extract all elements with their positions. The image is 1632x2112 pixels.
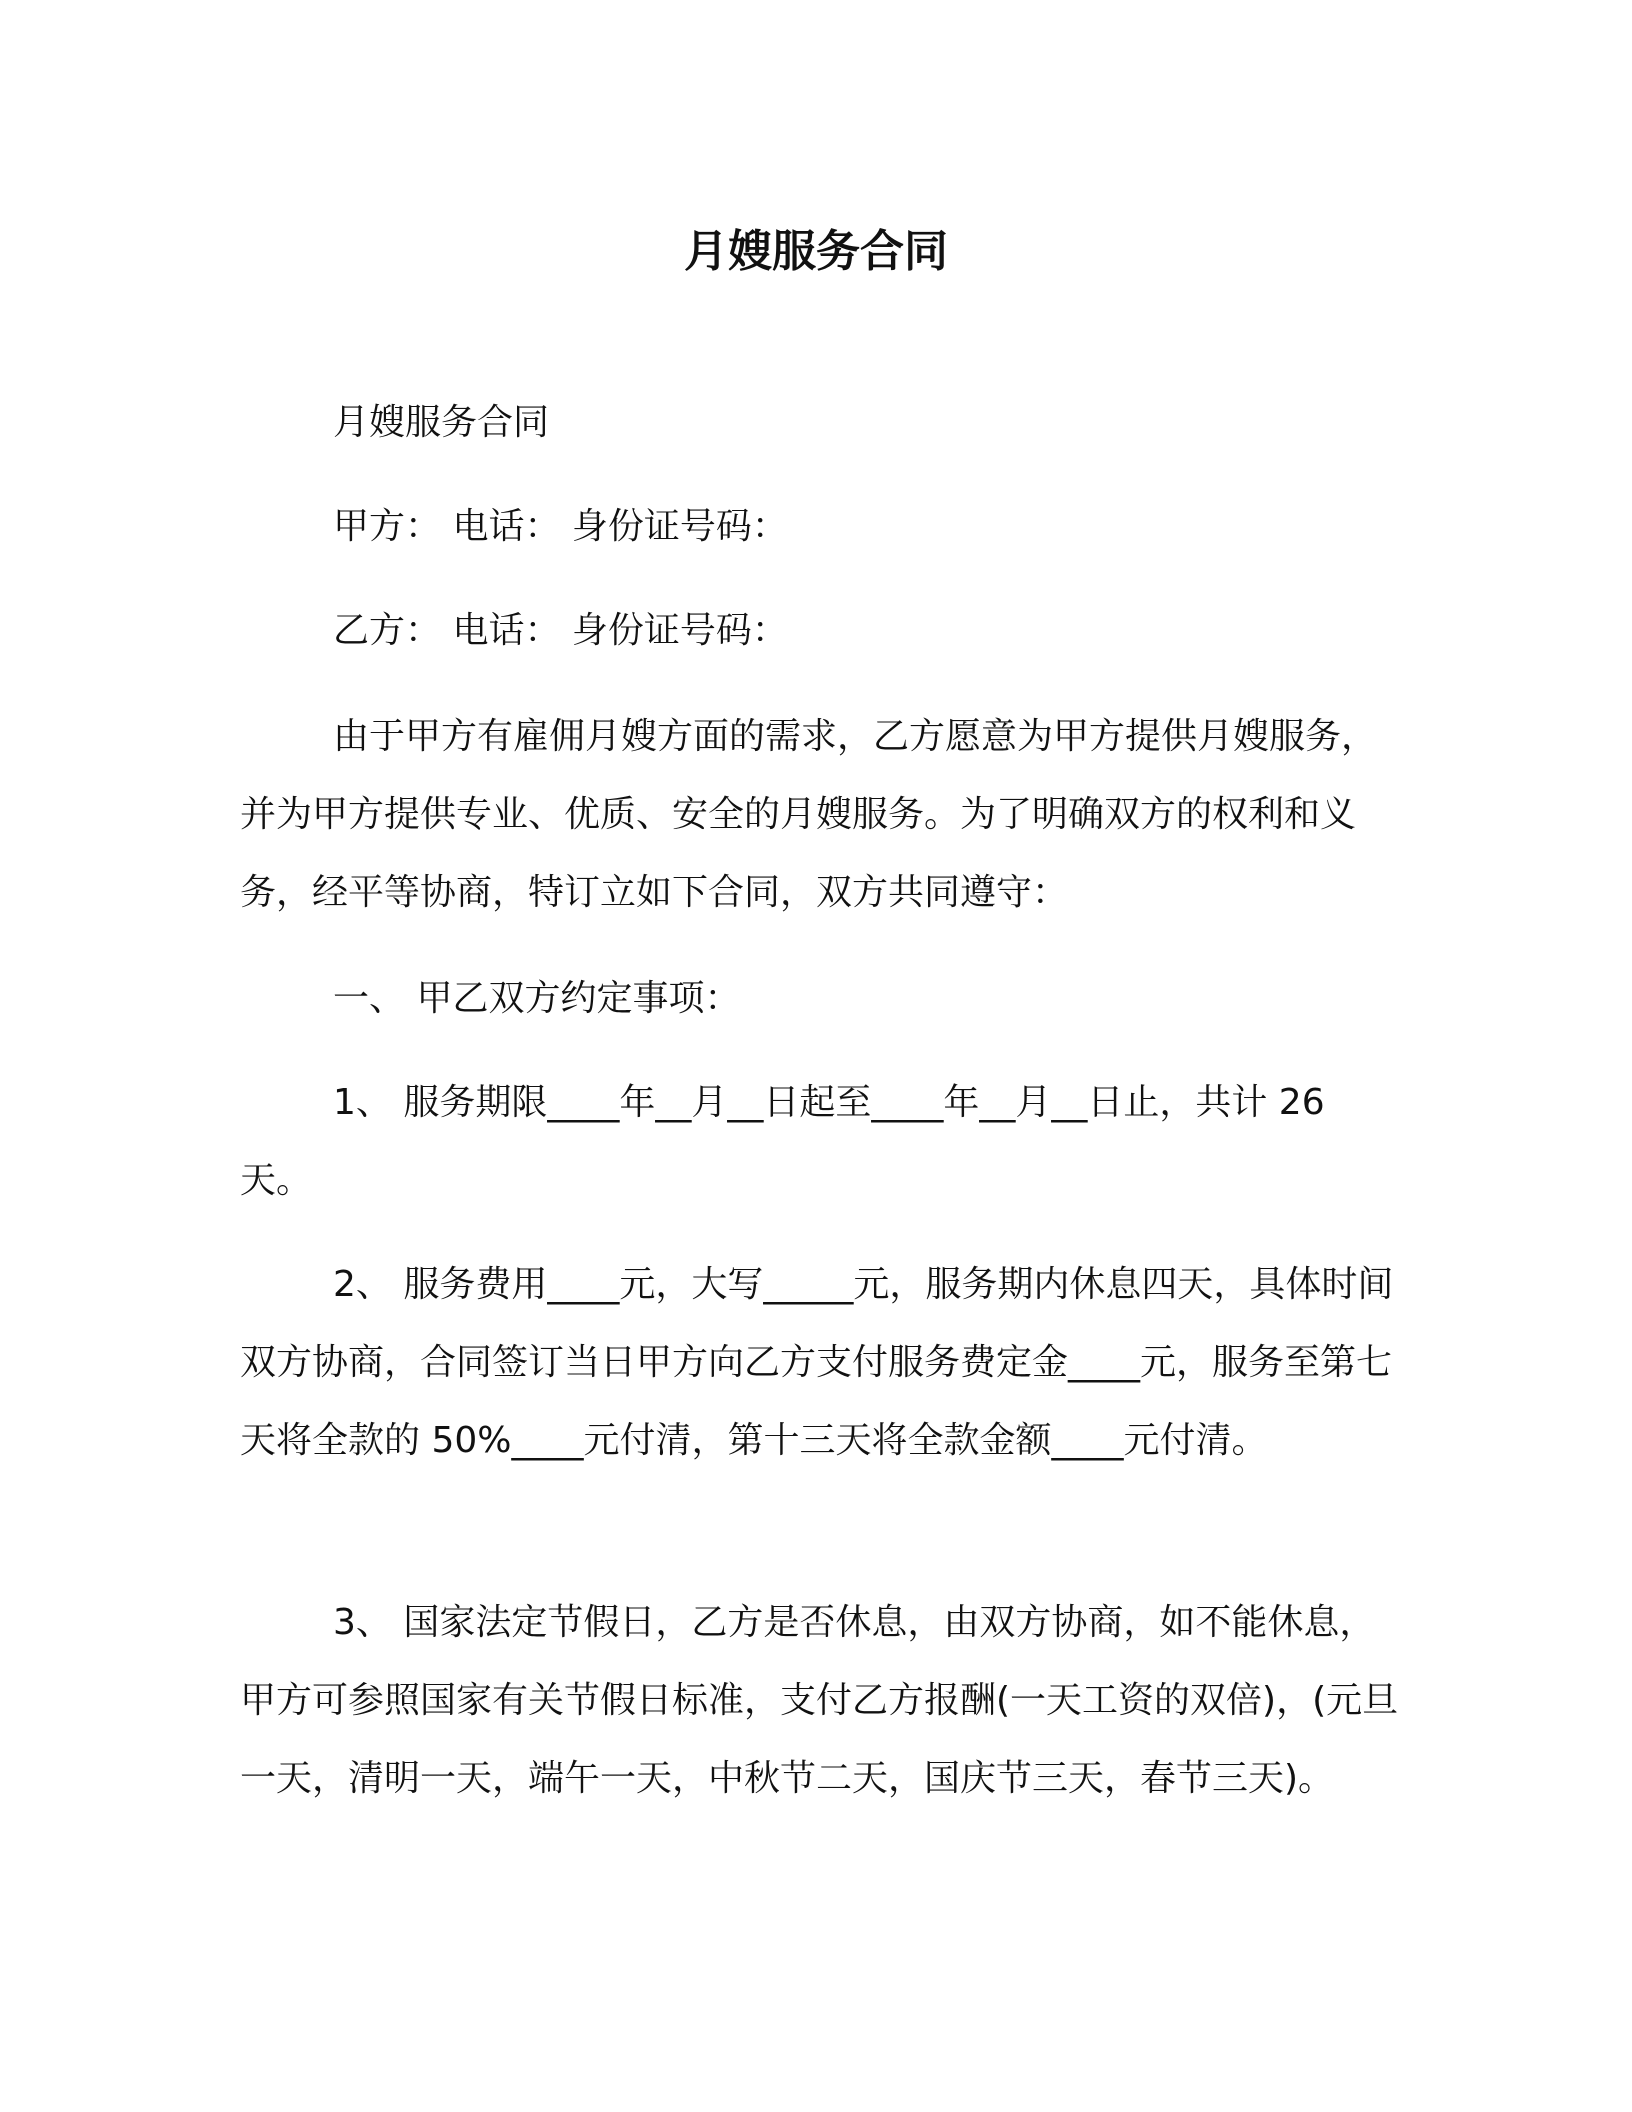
- section-1-heading: 一、 甲乙双方约定事项：: [333, 978, 741, 1019]
- clause-2-service-fee: 2、 服务费用____元，大写_____元，服务期内休息四天，具体时间双方协商，合同签订当日甲方向乙方支付服务费定金____元，服务至第七天将全款的 50%____元付清，第十三天将全款金额____元付清。: [240, 1264, 1394, 1461]
- document-subtitle: 月嫂服务合同: [333, 402, 550, 443]
- document-title: 月嫂服务合同: [684, 226, 948, 277]
- intro-paragraph: 由于甲方有雇佣月嫂方面的需求，乙方愿意为甲方提供月嫂服务，并为甲方提供专业、优质、安全的月嫂服务。为了明确双方的权利和义务，经平等协商，特订立如下合同，双方共同遵守：: [240, 716, 1378, 913]
- clause-3-holidays: 3、 国家法定节假日，乙方是否休息，由双方协商，如不能休息，甲方可参照国家有关节假日标准，支付乙方报酬(一天工资的双倍)，(元旦一天，清明一天，端午一天，中秋节二天，国庆节三天，春节三天)。: [240, 1602, 1399, 1799]
- clause-1-service-period: 1、 服务期限____年__月__日起至____年__月__日止，共计 26 天。: [240, 1082, 1325, 1201]
- party-a-line: 甲方： 电话： 身份证号码：: [333, 506, 788, 547]
- party-b-line: 乙方： 电话： 身份证号码：: [333, 610, 788, 651]
